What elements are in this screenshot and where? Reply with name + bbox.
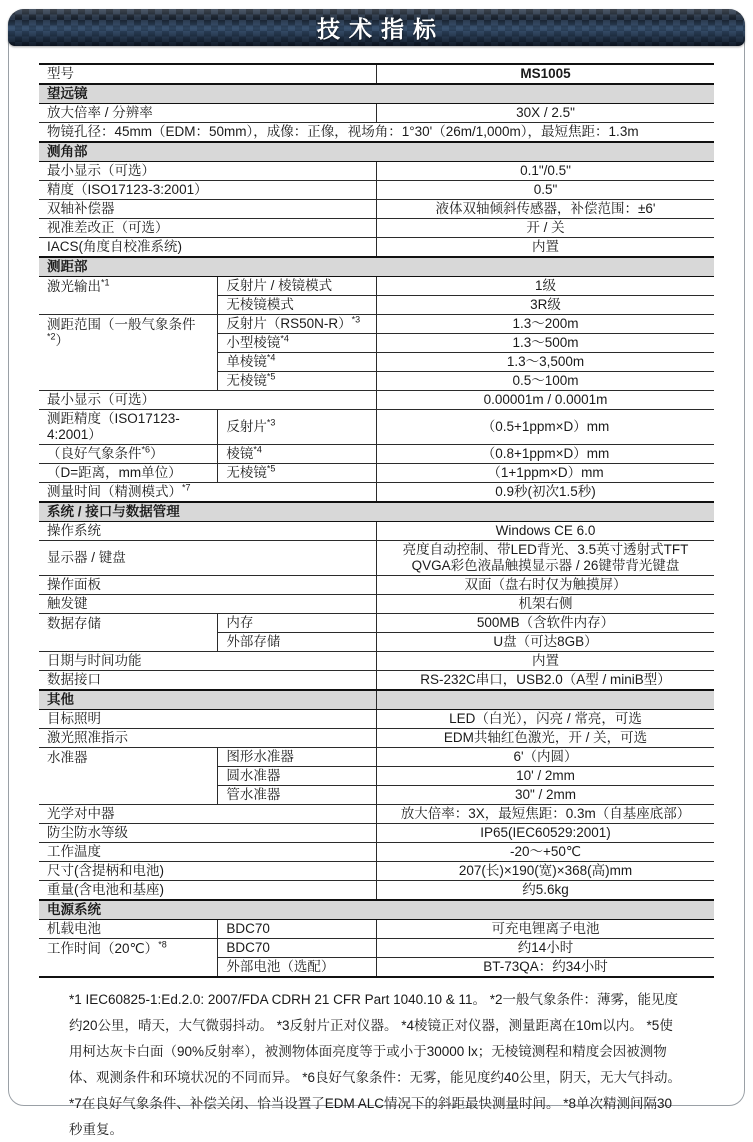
section-row <box>39 257 714 277</box>
section-title: 测距部 <box>39 257 714 277</box>
spec-row <box>39 522 714 541</box>
spec-row <box>39 181 714 200</box>
section-title: 电源系统 <box>39 900 714 920</box>
spec-row <box>39 219 714 238</box>
spec-row <box>39 729 714 748</box>
spec-value: 开 / 关 <box>377 219 715 238</box>
spec-label: 尺寸(含提柄和电池) <box>39 862 377 881</box>
spec-label: 放大倍率 / 分辨率 <box>39 104 377 123</box>
spec-row <box>39 464 714 483</box>
section-title: 系统 / 接口与数据管理 <box>39 502 714 522</box>
spec-row <box>39 576 714 595</box>
spec-sub-label: BDC70 <box>218 920 377 939</box>
spec-row <box>39 445 714 464</box>
spec-row <box>39 238 714 258</box>
section-row <box>39 502 714 522</box>
spec-label: 显示器 / 键盘 <box>39 541 377 576</box>
spec-value: 10' / 2mm <box>377 767 715 786</box>
section-title: 测角部 <box>39 142 714 162</box>
spec-label: 工作温度 <box>39 843 377 862</box>
spec-label: 型号 <box>39 64 377 84</box>
spec-label: 测距精度（ISO17123-4:2001） <box>39 410 218 445</box>
spec-label: 激光照准指示 <box>39 729 377 748</box>
section-row <box>39 900 714 920</box>
spec-value: 0.9秒(初次1.5秒) <box>377 483 715 503</box>
spec-sub-label: 内存 <box>218 614 377 633</box>
spec-value: 3R级 <box>377 296 715 315</box>
spec-sub-label: 外部电池（选配） <box>218 958 377 978</box>
spec-label: 重量(含电池和基座) <box>39 881 377 901</box>
spec-label: 机载电池 <box>39 920 218 939</box>
spec-row <box>39 805 714 824</box>
spec-value: IP65(IEC60529:2001) <box>377 824 715 843</box>
spec-row <box>39 162 714 181</box>
spec-label: 最小显示（可选） <box>39 162 377 181</box>
spec-value: 1.3～3,500m <box>377 353 715 372</box>
spec-row <box>39 123 714 143</box>
spec-value: -20～+50℃ <box>377 843 715 862</box>
spec-sub-label: 反射片$^{*3}$ <box>218 410 377 445</box>
spec-row <box>39 614 714 633</box>
spec-value: 207(长)×190(宽)×368(高)mm <box>377 862 715 881</box>
section-row <box>39 142 714 162</box>
spec-value: Windows CE 6.0 <box>377 522 715 541</box>
spec-row <box>39 652 714 671</box>
spec-value: MS1005 <box>377 64 715 84</box>
spec-value: 机架右侧 <box>377 595 715 614</box>
spec-value: 双面（盘右时仅为触摸屏） <box>377 576 715 595</box>
spec-label: 测距范围（一般气象条件$^{*2}$） <box>39 315 218 391</box>
spec-row <box>39 748 714 767</box>
spec-label: 精度（ISO17123-3:2001） <box>39 181 377 200</box>
spec-value: （0.5+1ppm×D）mm <box>377 410 715 445</box>
spec-row <box>39 595 714 614</box>
spec-value: 液体双轴倾斜传感器，补偿范围：±6' <box>377 200 715 219</box>
spec-value: RS-232C串口，USB2.0（A型 / miniB型） <box>377 671 715 691</box>
spec-row <box>39 710 714 729</box>
spec-value: （0.8+1ppm×D）mm <box>377 445 715 464</box>
spec-sub-label: 反射片$(RS50N-R)^{*3}$ <box>218 315 377 334</box>
spec-value: 亮度自动控制、带LED背光、3.5英寸透射式TFT QVGA彩色液晶触摸显示器 / 26键带背光键盘 <box>377 541 715 576</box>
footnotes-text: *1 IEC60825-1:Ed.2.0: 2007/FDA CDRH 21 CFR Part 1040.10 & 11。 *2一般气象条件：薄雾，能见度约20公里，晴天，大气微弱抖动。 *3反射片正对仪器。 *4棱镜正对仪器，测量距离在10m以内。 *5使用柯达灰卡白面（90%反射率），被测物体面亮度等于或小于30000 lx；无棱镜测程和精度会因被测物体、观测条件和环境状况的不同而异。 *6良好气象条件：无雾，能见度约40公里，阴天，无大气抖动。 *7在良好气象条件、补偿关闭、恰当设置了EDM ALC情况下的斜距最快测量时间。 *8单次精测间隔30秒重复。 <box>69 992 682 1137</box>
spec-value: 30X / 2.5" <box>377 104 715 123</box>
spec-sub-label: 棱镜$^{*4}$ <box>218 445 377 464</box>
section-title: 望远镜 <box>39 84 714 104</box>
spec-value: 1.3～200m <box>377 315 715 334</box>
spec-row <box>39 410 714 445</box>
spec-value: EDM共轴红色激光，开 / 关，可选 <box>377 729 715 748</box>
spec-label: 日期与时间功能 <box>39 652 377 671</box>
spec-label: 目标照明 <box>39 710 377 729</box>
spec-label: 工作时间（20℃）$^{*8}$ <box>39 939 218 978</box>
spec-row <box>39 277 714 296</box>
spec-row <box>39 541 714 576</box>
spec-sub-label: 无棱镜$^{*5}$ <box>218 464 377 483</box>
spec-sub-label: 图形水准器 <box>218 748 377 767</box>
spec-value: U盘（可达8GB） <box>377 633 715 652</box>
spec-label: 触发键 <box>39 595 377 614</box>
spec-value: （1+1ppm×D）mm <box>377 464 715 483</box>
spec-label: （D=距离，mm单位） <box>39 464 218 483</box>
page-frame <box>8 9 745 1137</box>
spec-value: 0.5" <box>377 181 715 200</box>
spec-value: 1级 <box>377 277 715 296</box>
spec-value: 可充电锂离子电池 <box>377 920 715 939</box>
spec-label: 激光输出$^{*1}$ <box>39 277 218 315</box>
spec-label: 数据存储 <box>39 614 218 652</box>
spec-label: 数据接口 <box>39 671 377 691</box>
header-banner <box>8 9 745 46</box>
spec-sub-label: 无棱镜$^{*5}$ <box>218 372 377 391</box>
spec-value: 500MB（含软件内存） <box>377 614 715 633</box>
spec-value: 放大倍率：3X，最短焦距：0.3m（自基座底部） <box>377 805 715 824</box>
spec-value: BT-73QA：约34小时 <box>377 958 715 978</box>
spec-label: 最小显示（可选） <box>39 391 377 410</box>
spec-sub-label: 无棱镜模式 <box>218 296 377 315</box>
spec-value: 内置 <box>377 652 715 671</box>
spec-sub-label: 外部存储 <box>218 633 377 652</box>
spec-value: 6'（内圆） <box>377 748 715 767</box>
spec-label: 光学对中器 <box>39 805 377 824</box>
spec-row <box>39 200 714 219</box>
spec-row <box>39 315 714 334</box>
spec-table <box>39 63 714 978</box>
spec-row <box>39 920 714 939</box>
spec-sub-label: BDC70 <box>218 939 377 958</box>
content-area <box>9 46 744 1142</box>
spec-label: 操作面板 <box>39 576 377 595</box>
spec-label: 视准差改正（可选） <box>39 219 377 238</box>
spec-row <box>39 862 714 881</box>
section-value-cell <box>377 690 715 710</box>
spec-value: 约5.6kg <box>377 881 715 901</box>
spec-label: 操作系统 <box>39 522 377 541</box>
spec-value: LED（白光），闪亮 / 常亮，可选 <box>377 710 715 729</box>
spec-value: 内置 <box>377 238 715 258</box>
spec-value: 0.5～100m <box>377 372 715 391</box>
spec-sub-label: 单棱镜$^{*4}$ <box>218 353 377 372</box>
spec-value: 0.1"/0.5" <box>377 162 715 181</box>
spec-row <box>39 824 714 843</box>
spec-label: 测量时间（精测模式）$^{*7}$ <box>39 483 377 503</box>
spec-label: 双轴补偿器 <box>39 200 377 219</box>
spec-row <box>39 104 714 123</box>
spec-value: 约14小时 <box>377 939 715 958</box>
spec-row <box>39 843 714 862</box>
spec-value: 0.00001m / 0.0001m <box>377 391 715 410</box>
spec-sub-label: 小型棱镜$^{*4}$ <box>218 334 377 353</box>
spec-sub-label: 反射片 / 棱镜模式 <box>218 277 377 296</box>
spec-label: IACS(角度自校准系统) <box>39 238 377 258</box>
spec-sub-label: 圆水准器 <box>218 767 377 786</box>
spec-row <box>39 391 714 410</box>
spec-label: （良好气象条件$^{*6}$） <box>39 445 218 464</box>
section-row <box>39 84 714 104</box>
spec-label: 物镜孔径：45mm（EDM：50mm），成像：正像，视场角：1°30'（26m/1,000m），最短焦距：1.3m <box>39 123 714 143</box>
spec-label: 水准器 <box>39 748 218 805</box>
spec-value: 1.3～500m <box>377 334 715 353</box>
spec-row <box>39 64 714 84</box>
spec-row <box>39 939 714 958</box>
spec-label: 防尘防水等级 <box>39 824 377 843</box>
spec-row <box>39 881 714 901</box>
spec-row <box>39 671 714 691</box>
page-title: 技术指标 <box>317 16 445 42</box>
spec-row <box>39 483 714 503</box>
spec-value: 30" / 2mm <box>377 786 715 805</box>
spec-sub-label: 管水准器 <box>218 786 377 805</box>
section-row <box>39 690 714 710</box>
section-title: 其他 <box>39 690 377 710</box>
